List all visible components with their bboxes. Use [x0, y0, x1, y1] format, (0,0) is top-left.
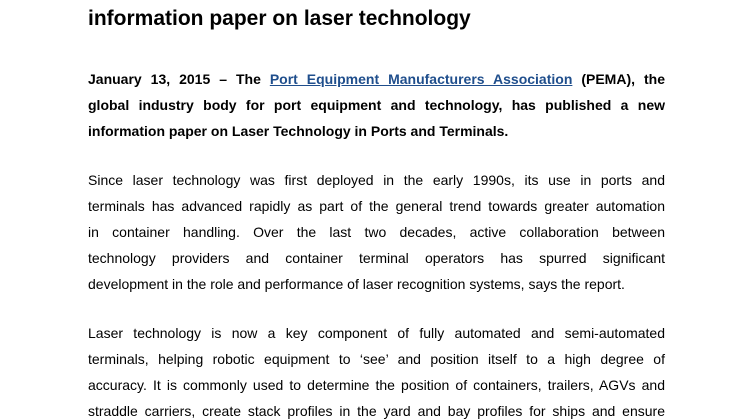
- paragraph-line: Since laser technology was first deployed in the early 1990s, its use in ports and: [88, 172, 665, 188]
- lead-line: global industry body for port equipment and technology, has published a new: [88, 97, 665, 113]
- paragraph-line: Laser technology is now a key component of fully automated and semi-automated: [88, 325, 665, 341]
- lead-line: information paper on Laser Technology in Ports and Terminals.: [88, 123, 509, 139]
- paragraph-line: straddle carriers, create stack profiles in the yard and bay profiles for ships and ensure: [88, 403, 665, 419]
- paragraph-line: terminals has advanced rapidly as part of the general trend towards greater automation: [88, 198, 665, 214]
- pema-link[interactable]: Port Equipment Manufacturers Association: [269, 71, 573, 87]
- lead-line: [88, 66, 665, 92]
- lead-date-prefix: January 13, 2015 – The: [88, 71, 270, 87]
- paragraph-line: terminals, helping robotic equipment to ‘see’ and position itself to a high degree of: [88, 351, 665, 367]
- paragraph-line: technology providers and container terminal operators has spurred significant: [88, 250, 665, 266]
- body-paragraph: [88, 167, 665, 297]
- paragraph-line: accuracy. It is commonly used to determine the position of containers, trailers, AGVs and: [88, 377, 665, 393]
- paragraph-line: development in the role and performance of laser recognition systems, says the report.: [88, 276, 625, 292]
- paragraph-line: in container handling. Over the last two decades, active collaboration between: [88, 224, 665, 240]
- document-title: information paper on laser technology: [88, 7, 471, 30]
- body-paragraph: [88, 320, 665, 419]
- lead-line-suffix: (PEMA), the: [572, 71, 665, 87]
- lead-paragraph: [88, 66, 665, 144]
